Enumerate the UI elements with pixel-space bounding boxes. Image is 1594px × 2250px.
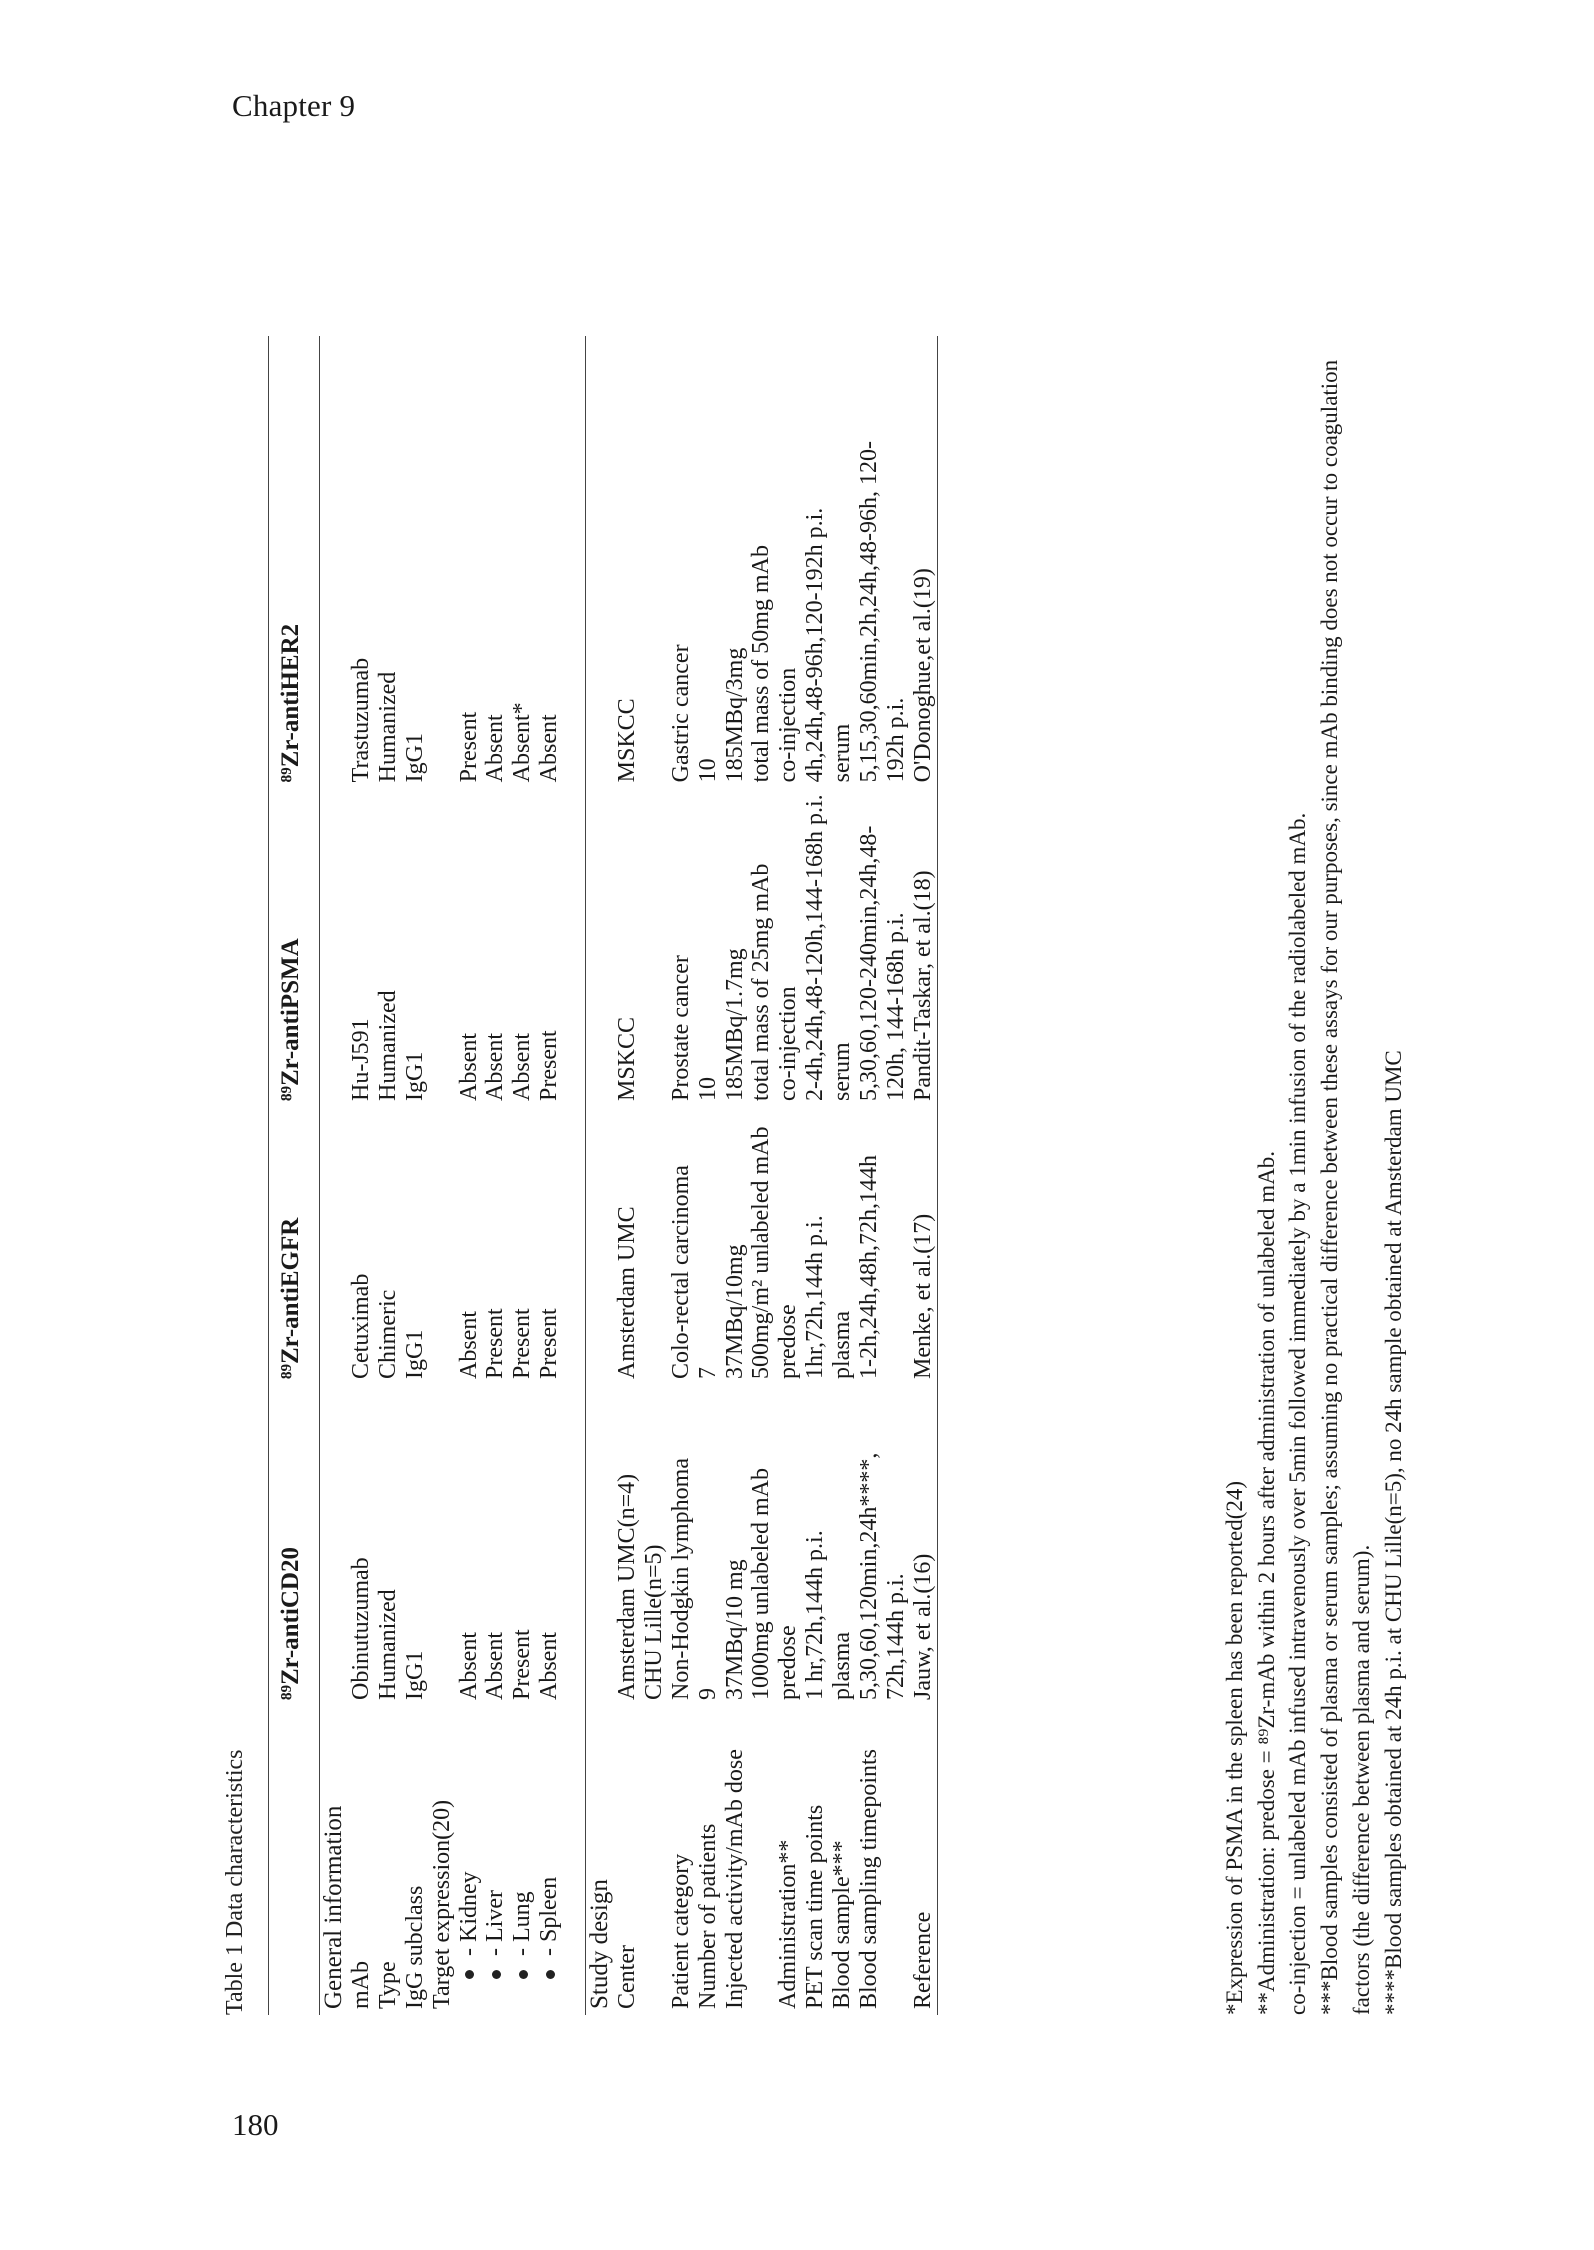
cell: Obinutuzumab [348, 1557, 374, 1700]
cell-line: 120h, 144-168h p.i. [882, 912, 909, 1101]
cell-line: 5,30,60,120min,24h****, [855, 1452, 882, 1700]
table-header-row [269, 336, 320, 2015]
table-row [614, 336, 668, 2015]
cell: Absent [536, 714, 563, 783]
cell: Pandit-Taskar, et al.(18) [909, 870, 936, 1101]
cell: Jauw, et al.(16) [909, 1553, 936, 1700]
cell: co-injection [775, 986, 802, 1101]
table-row [536, 336, 563, 2015]
cell: predose [775, 1625, 802, 1700]
cell [722, 1385, 776, 1706]
row-label: Blood sample*** [829, 1840, 855, 2009]
section-general-title: General information [320, 1805, 347, 2009]
cell: Absent [455, 1033, 482, 1101]
cell: IgG1 [401, 733, 428, 783]
footnote: **Administration: predose = ⁸⁹Zr-mAb within 2 hours after administration of unlabeled mAb. [1253, 1150, 1279, 2015]
organ-label [509, 1706, 536, 2015]
header-col-psma: ⁸⁹Zr-antiPSMA [277, 938, 304, 1101]
table-row [402, 336, 429, 2015]
table-row [668, 336, 695, 2015]
cell-line: 1000mg unlabeled mAb [748, 1468, 775, 1700]
cell: 1hr,72h,144h p.i. [802, 1215, 829, 1379]
cell: IgG1 [401, 1329, 428, 1379]
cell-line: 37MBq/10mg [721, 1244, 748, 1379]
cell: Gastric cancer [667, 644, 694, 783]
cell: Absent [455, 1632, 482, 1700]
table-row [775, 336, 802, 2015]
table-row [695, 336, 722, 2015]
organ-name: - Spleen [536, 1876, 563, 1956]
cell: Menke, et al.(17) [909, 1213, 936, 1379]
cell: 9 [694, 1688, 721, 1700]
cell: Present [509, 1308, 536, 1379]
cell: Absent [509, 1033, 536, 1101]
row-label: PET scan time points [802, 1804, 829, 2009]
cell-line: 37MBq/10 mg [721, 1559, 748, 1700]
header-empty [269, 1706, 320, 2015]
cell-line: 185MBq/1.7mg [721, 948, 748, 1101]
table-row [509, 336, 536, 2015]
footnote: co-injection = unlabeled mAb infused intravenously over 5min followed immediately by a 1min infusion of the radiolabeled mAb. [1285, 812, 1311, 2015]
table-row [802, 336, 829, 2015]
table-row [856, 336, 910, 2015]
cell: IgG1 [401, 1650, 428, 1700]
cell: 1 hr,72h,144h p.i. [802, 1530, 829, 1700]
cell: co-injection [775, 667, 802, 783]
rotated-table-block [222, 320, 1406, 2015]
header-col-her2: ⁸⁹Zr-antiHER2 [277, 623, 304, 783]
cell-line: 5,30,60,120-240min,24h,48- [855, 825, 882, 1101]
cell: Hu-J591 [348, 1018, 374, 1101]
table-row [348, 336, 375, 2015]
rule-line [937, 336, 938, 2015]
footnote: ****Blood samples obtained at 24h p.i. at CHU Lille(n=5), no 24h sample obtained at Amsterdam UMC [1380, 1050, 1406, 2015]
table-row [456, 336, 483, 2015]
cell: plasma [829, 1311, 855, 1379]
header-col-cd20: ⁸⁹Zr-antiCD20 [277, 1547, 304, 1700]
cell: Amsterdam UMC [614, 1206, 640, 1379]
row-label: IgG subclass [401, 1885, 428, 2009]
row-label: Target expression(20) [428, 1799, 455, 2009]
cell: Absent [455, 1311, 482, 1379]
cell: 10 [694, 758, 721, 783]
cell-line: 192h p.i. [882, 697, 909, 783]
cell: Non-Hodgkin lymphoma [667, 1458, 694, 1700]
footnote: *Expression of PSMA in the spleen has been reported(24) [1222, 1480, 1247, 2015]
cell: predose [775, 1304, 802, 1379]
cell: Present [509, 1629, 536, 1700]
header-col-egfr: ⁸⁹Zr-antiEGFR [277, 1217, 304, 1379]
cell [722, 336, 776, 788]
organ-label [456, 1706, 483, 2015]
bullet-icon [519, 1970, 528, 1979]
cell [856, 336, 910, 788]
cell: MSKCC [614, 698, 640, 783]
footnote: ***Blood samples consisted of plasma or serum samples; assuming no practical difference between these assays for our purposes, since mAb binding does not occur to coagulation factors (the difference between plasma and serum). [1317, 359, 1374, 2015]
row-label: Injected activity/mAb dose [721, 1749, 748, 2009]
cell [856, 788, 910, 1107]
organ-label [482, 1706, 509, 2015]
cell [722, 1107, 776, 1385]
cell: Absent* [509, 702, 536, 783]
cell: Present [536, 1308, 563, 1379]
organ-label [536, 1706, 563, 2015]
cell [614, 1385, 668, 1706]
cell: Absent [482, 1033, 509, 1101]
bullet-icon [492, 1970, 501, 1979]
cell-line: 5,15,30,60min,2h,24h,48-96h, 120- [855, 441, 882, 783]
section-study-title: Study design [586, 1879, 613, 2009]
table-row [482, 336, 509, 2015]
cell-line: CHU Lille(n=5) [640, 1544, 667, 1700]
cell: Absent [536, 1632, 563, 1700]
page-number: 180 [232, 2107, 279, 2142]
cell: Humanized [374, 671, 401, 783]
cell: Absent [482, 1632, 509, 1700]
row-label: Blood sampling timepoints [855, 1748, 882, 2009]
table-footnotes [1219, 320, 1409, 2015]
cell: Humanized [374, 990, 401, 1101]
cell: Present [482, 1308, 509, 1379]
bullet-icon [465, 1970, 474, 1979]
row-label: Center [614, 1945, 640, 2009]
cell-line: 72h,144h p.i. [882, 1573, 909, 1700]
table-row [375, 336, 402, 2015]
row-label: Number of patients [694, 1823, 721, 2009]
bullet-icon [546, 1970, 555, 1979]
running-head: Chapter 9 [232, 88, 356, 123]
cell: 7 [694, 1367, 721, 1379]
cell: 2-4h,24h,48-120h,144-168h p.i. [802, 794, 829, 1101]
row-label: Reference [909, 1911, 936, 2009]
table-row [429, 336, 456, 2015]
cell: serum [829, 723, 855, 783]
cell [722, 788, 776, 1107]
cell-line: total mass of 25mg mAb [748, 863, 775, 1101]
cell: serum [829, 1042, 855, 1101]
cell: Cetuximab [348, 1273, 374, 1379]
cell: Humanized [374, 1589, 401, 1700]
cell: Prostate cancer [667, 955, 694, 1101]
row-label: Type [374, 1961, 401, 2009]
table-row [910, 336, 937, 2015]
cell: Absent [482, 714, 509, 783]
cell: Colo-rectal carcinoma [667, 1165, 694, 1379]
table-row [829, 336, 856, 2015]
row-label: mAb [348, 1961, 374, 2009]
cell: Chimeric [374, 1289, 401, 1379]
table-caption: Table 1 Data characteristics [222, 1749, 248, 2015]
cell-line: total mass of 50mg mAb [748, 545, 775, 783]
organ-name: - Liver [482, 1890, 509, 1956]
cell: O'Donoghue,et al.(19) [909, 568, 936, 783]
row-label: Patient category [667, 1853, 694, 2009]
section-general [320, 336, 348, 2015]
cell: IgG1 [401, 1051, 428, 1101]
cell: Present [536, 1030, 563, 1101]
cell-line: 185MBq/3mg [721, 647, 748, 783]
cell: MSKCC [614, 1016, 640, 1101]
cell: 10 [694, 1077, 721, 1101]
cell-line: Amsterdam UMC(n=4) [614, 1473, 640, 1700]
cell [856, 1385, 910, 1706]
section-study [586, 336, 614, 2015]
organ-name: - Lung [509, 1891, 536, 1956]
cell: Trastuzumab [348, 657, 374, 783]
table-row [722, 336, 776, 2015]
cell-line: 500mg/m² unlabeled mAb [748, 1126, 775, 1379]
organ-name: - Kidney [455, 1871, 482, 1956]
row-label: Administration** [775, 1839, 802, 2009]
cell: plasma [829, 1632, 855, 1700]
cell: 1-2h,24h,48h,72h,144h [855, 1155, 882, 1379]
cell: Present [455, 711, 482, 783]
data-characteristics-table [268, 336, 938, 2015]
cell: 4h,24h,48-96h,120-192h p.i. [802, 507, 829, 783]
